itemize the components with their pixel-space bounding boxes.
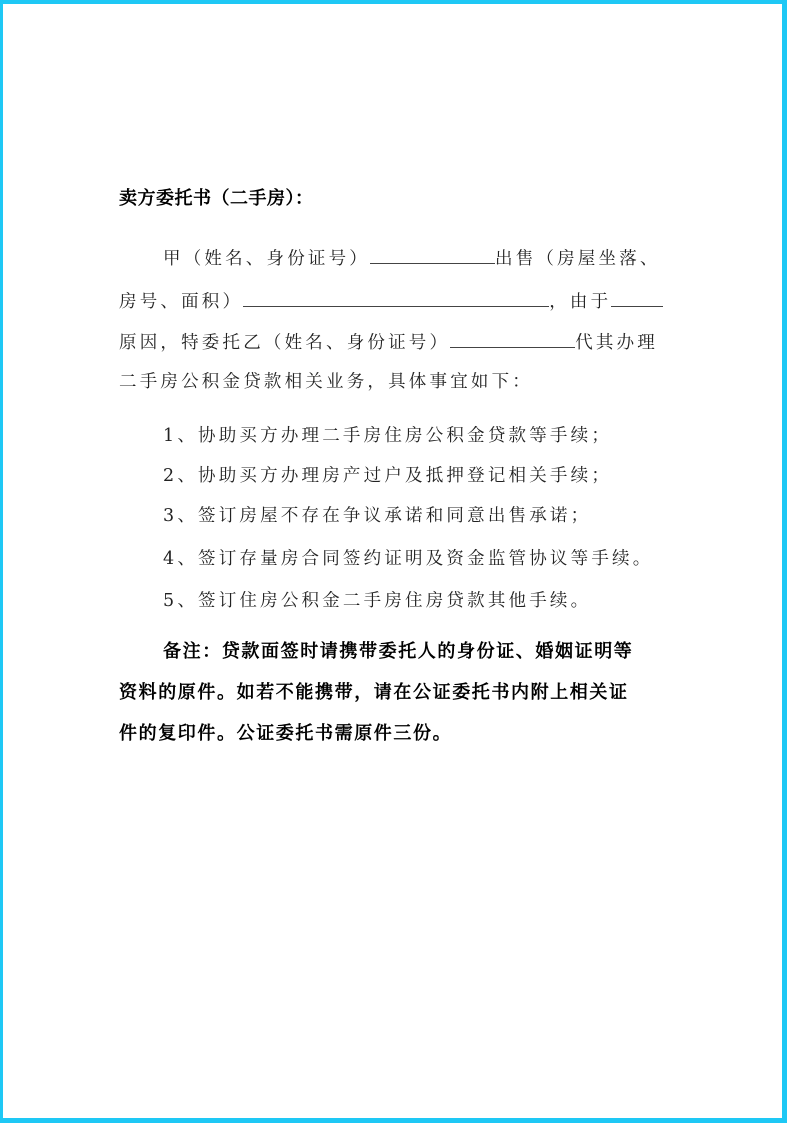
document-title: 卖方委托书（二手房）： — [119, 188, 314, 209]
handle-label: 代其办理 — [575, 333, 659, 353]
note-line-2: 资料的原件。如若不能携带，请在公证委托书内附上相关证 — [119, 682, 629, 703]
property-label: 房号、面积） — [119, 292, 244, 312]
seller-name-id-blank[interactable] — [370, 245, 495, 264]
list-item: 3、签订房屋不存在争议承诺和同意出售承诺； — [163, 506, 592, 526]
paragraph-line-2 — [119, 288, 663, 314]
sell-label: 出售（房屋坐落、 — [495, 249, 661, 269]
list-item: 2、协助买方办理房产过户及抵押登记相关手续； — [163, 466, 613, 486]
list-item: 4、签订存量房合同签约证明及资金监管协议等手续。 — [163, 549, 654, 569]
paragraph-line-1 — [163, 245, 661, 271]
paragraph-line-3 — [119, 329, 658, 355]
reason-blank[interactable] — [611, 288, 663, 307]
note-line-1: 备注：贷款面签时请携带委托人的身份证、婚姻证明等 — [163, 641, 634, 662]
paragraph-line-4: 二手房公积金贷款相关业务，具体事宜如下： — [119, 372, 533, 392]
agent-label: 原因，特委托乙（姓名、身份证号） — [119, 333, 451, 353]
agent-name-id-blank[interactable] — [450, 329, 575, 348]
reason-label: ，由于 — [549, 292, 612, 312]
list-item: 5、签订住房公积金二手房住房贷款其他手续。 — [163, 591, 592, 611]
list-item: 1、协助买方办理二手房住房公积金贷款等手续； — [163, 426, 613, 446]
seller-label: 甲（姓名、身份证号） — [163, 249, 370, 269]
note-line-3: 件的复印件。公证委托书需原件三份。 — [119, 723, 453, 744]
property-info-blank[interactable] — [243, 288, 549, 307]
